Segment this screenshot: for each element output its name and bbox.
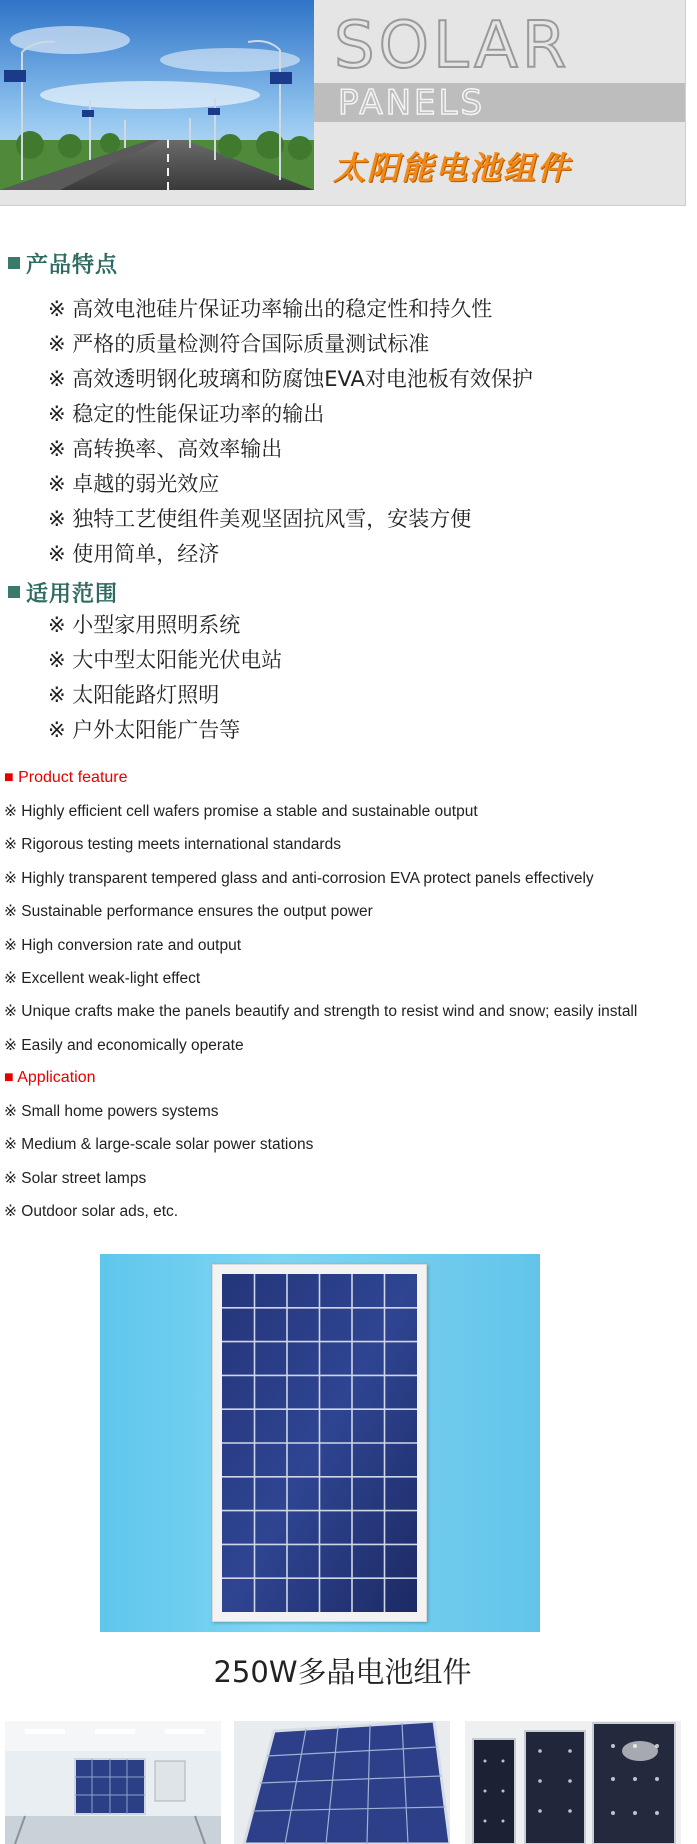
list-item: ※ 大中型太阳能光伏电站	[48, 648, 283, 672]
banner-subtitle: PANELS	[338, 83, 486, 123]
list-item: ※ 户外太阳能广告等	[48, 718, 241, 742]
list-item: ※ 卓越的弱光效应	[48, 472, 220, 496]
application-cn-list	[48, 608, 282, 748]
list-item: ※ 稳定的性能保证功率的输出	[48, 402, 325, 426]
panel-cells	[222, 1274, 417, 1612]
features-en-list	[4, 795, 637, 1062]
section-heading-features-cn: 产品特点	[8, 248, 118, 278]
factory-photo-thumbnail	[5, 1721, 221, 1844]
section-heading-application-en: ■ Application	[4, 1069, 96, 1086]
list-item: ※ Excellent weak-light effect	[4, 969, 201, 987]
list-item: ※ Sustainable performance ensures the output power	[4, 903, 373, 921]
header-banner	[0, 0, 686, 206]
banner-chinese-title: 太阳能电池组件	[333, 149, 572, 187]
square-bullet-icon	[8, 586, 20, 598]
panel-frame	[212, 1264, 427, 1622]
list-item: ※ High conversion rate and output	[4, 936, 242, 954]
list-item: ※ Rigorous testing meets international standards	[4, 836, 341, 854]
list-item: ※ 独特工艺使组件美观坚固抗风雪，安装方便	[48, 507, 472, 531]
list-item: ※ Outdoor solar ads, etc.	[4, 1203, 179, 1221]
street-lamp-photo	[0, 0, 314, 190]
application-en-list	[4, 1095, 313, 1229]
list-item: ※ Highly transparent tempered glass and anti-corrosion EVA protect panels effectively	[4, 869, 594, 887]
list-item: ※ 小型家用照明系统	[48, 613, 241, 637]
list-item: ※ 高转换率、高效率输出	[48, 437, 283, 461]
list-item: ※ 高效电池硅片保证功率输出的稳定性和持久性	[48, 297, 493, 321]
solar-panel-product-image	[100, 1254, 540, 1632]
section-heading-application-cn: 适用范围	[8, 577, 118, 607]
list-item: ※ Easily and economically operate	[4, 1036, 244, 1054]
list-item: ※ Highly efficient cell wafers promise a stable and sustainable output	[4, 803, 478, 820]
list-item: ※ Medium & large-scale solar power stations	[4, 1136, 314, 1154]
list-item: ※ 太阳能路灯照明	[48, 683, 220, 707]
list-item: ※ 严格的质量检测符合国际质量测试标准	[48, 332, 430, 356]
list-item: ※ Small home powers systems	[4, 1103, 219, 1120]
list-item: ※ 使用简单，经济	[48, 542, 220, 566]
mono-panels-thumbnail	[465, 1721, 681, 1844]
list-item: ※ Solar street lamps	[4, 1169, 147, 1187]
product-caption: 250W多晶电池组件	[213, 1655, 472, 1689]
banner-title: SOLAR	[334, 9, 571, 83]
list-item: ※ 高效透明钢化玻璃和防腐蚀EVA对电池板有效保护	[48, 367, 533, 391]
features-cn-list	[48, 292, 533, 572]
section-heading-features-en: ■ Product feature	[4, 769, 128, 786]
list-item: ※ Unique crafts make the panels beautify and strength to resist wind and snow; easily install	[4, 1003, 638, 1021]
square-bullet-icon	[8, 257, 20, 269]
panel-closeup-thumbnail	[234, 1721, 450, 1844]
